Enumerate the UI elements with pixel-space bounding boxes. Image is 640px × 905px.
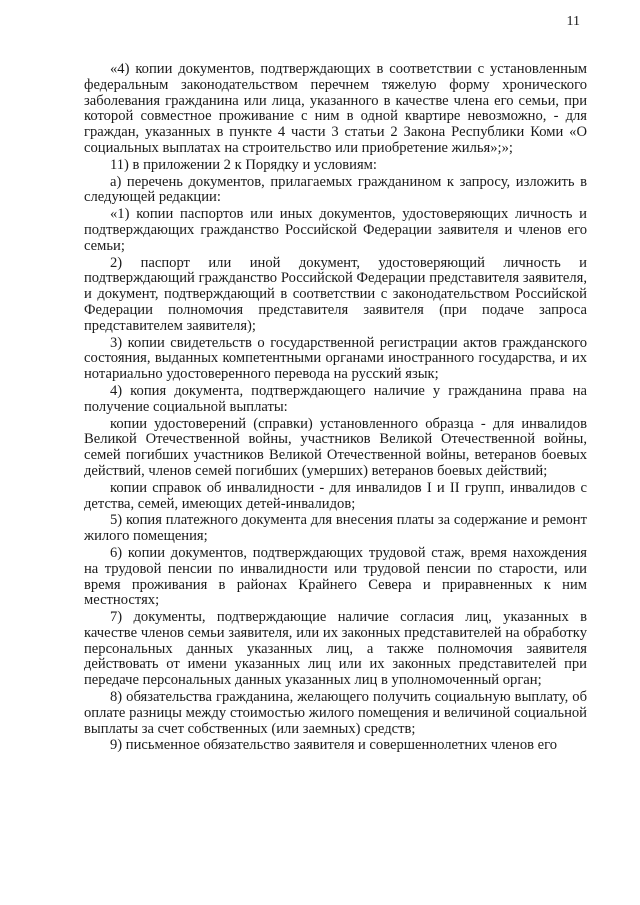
paragraph-doc-7: 7) документы, подтверждающие наличие согласия лиц, указанных в качестве членов семьи заявителя, или их законных представителей на обработку персональных данных указанных лиц, а также полномочия заявителя действовать от имени указанных лиц или их законных представителей при передаче персональных данных указанных лиц в уполномоченный орган; <box>84 609 587 689</box>
document-body <box>84 62 587 754</box>
paragraph-doc-4-veterans: копии удостоверений (справки) установленного образца - для инвалидов Великой Отечественной войны, участников Великой Отечественной войны, семей погибших участников Великой Отечественной войны, ветеранов боевых действий, членов семей погибших (умерших) ветеранов боевых действий; <box>84 415 587 479</box>
paragraph-clause-4-hereditary: «4) копии документов, подтверждающих в соответствии с установленным федеральным законодательством перечнем тяжелую форму хронического заболевания гражданина или лица, указанного в качестве члена его семьи, при которой совместное проживание с ним в одной квартире невозможно, - для граждан, указанных в пункте 4 части 3 статьи 2 Закона Республики Коми «О социальных выплатах на строительство или приобретение жилья»;»; <box>84 61 587 156</box>
paragraph-doc-4: 4) копия документа, подтверждающего наличие у гражданина права на получение социальной выплаты: <box>84 382 587 415</box>
paragraph-doc-5: 5) копия платежного документа для внесения платы за содержание и ремонт жилого помещения; <box>84 512 587 545</box>
paragraph-doc-2: 2) паспорт или иной документ, удостоверяющий личность и подтверждающий гражданство Российской Федерации представителя заявителя, и документ, подтверждающий в соответствии с законодательством Российской Федерации полномочия представителя заявителя (при подаче запроса представителем заявителя); <box>84 254 587 334</box>
paragraph-item-a: а) перечень документов, прилагаемых гражданином к запросу, изложить в следующей редакции: <box>84 173 587 206</box>
page-number: 11 <box>566 14 580 29</box>
paragraph-doc-6: 6) копии документов, подтверждающих трудовой стаж, время нахождения на трудовой пенсии по инвалидности или трудовой пенсии по старости, или время проживания в районах Крайнего Севера и приравненных к ним местностях; <box>84 544 587 609</box>
paragraph-doc-4-disability: копии справок об инвалидности - для инвалидов I и II групп, инвалидов с детства, семей, имеющих детей-инвалидов; <box>84 479 587 512</box>
paragraph-doc-8: 8) обязательства гражданина, желающего получить социальную выплату, об оплате разницы между стоимостью жилого помещения и величиной социальной выплаты за счет собственных (или заемных) средств; <box>84 689 587 737</box>
paragraph-doc-9: 9) письменное обязательство заявителя и совершеннолетних членов его <box>110 737 558 754</box>
paragraph-doc-1: «1) копии паспортов или иных документов, удостоверяющих личность и подтверждающих гражданство Российской Федерации заявителя и членов его семьи; <box>84 206 587 254</box>
paragraph-item-11: 11) в приложении 2 к Порядку и условиям: <box>110 156 377 173</box>
paragraph-doc-3: 3) копии свидетельств о государственной регистрации актов гражданского состояния, выданных компетентными органами иностранного государства, и их нотариально удостоверенного перевода на русский язык; <box>84 334 587 383</box>
